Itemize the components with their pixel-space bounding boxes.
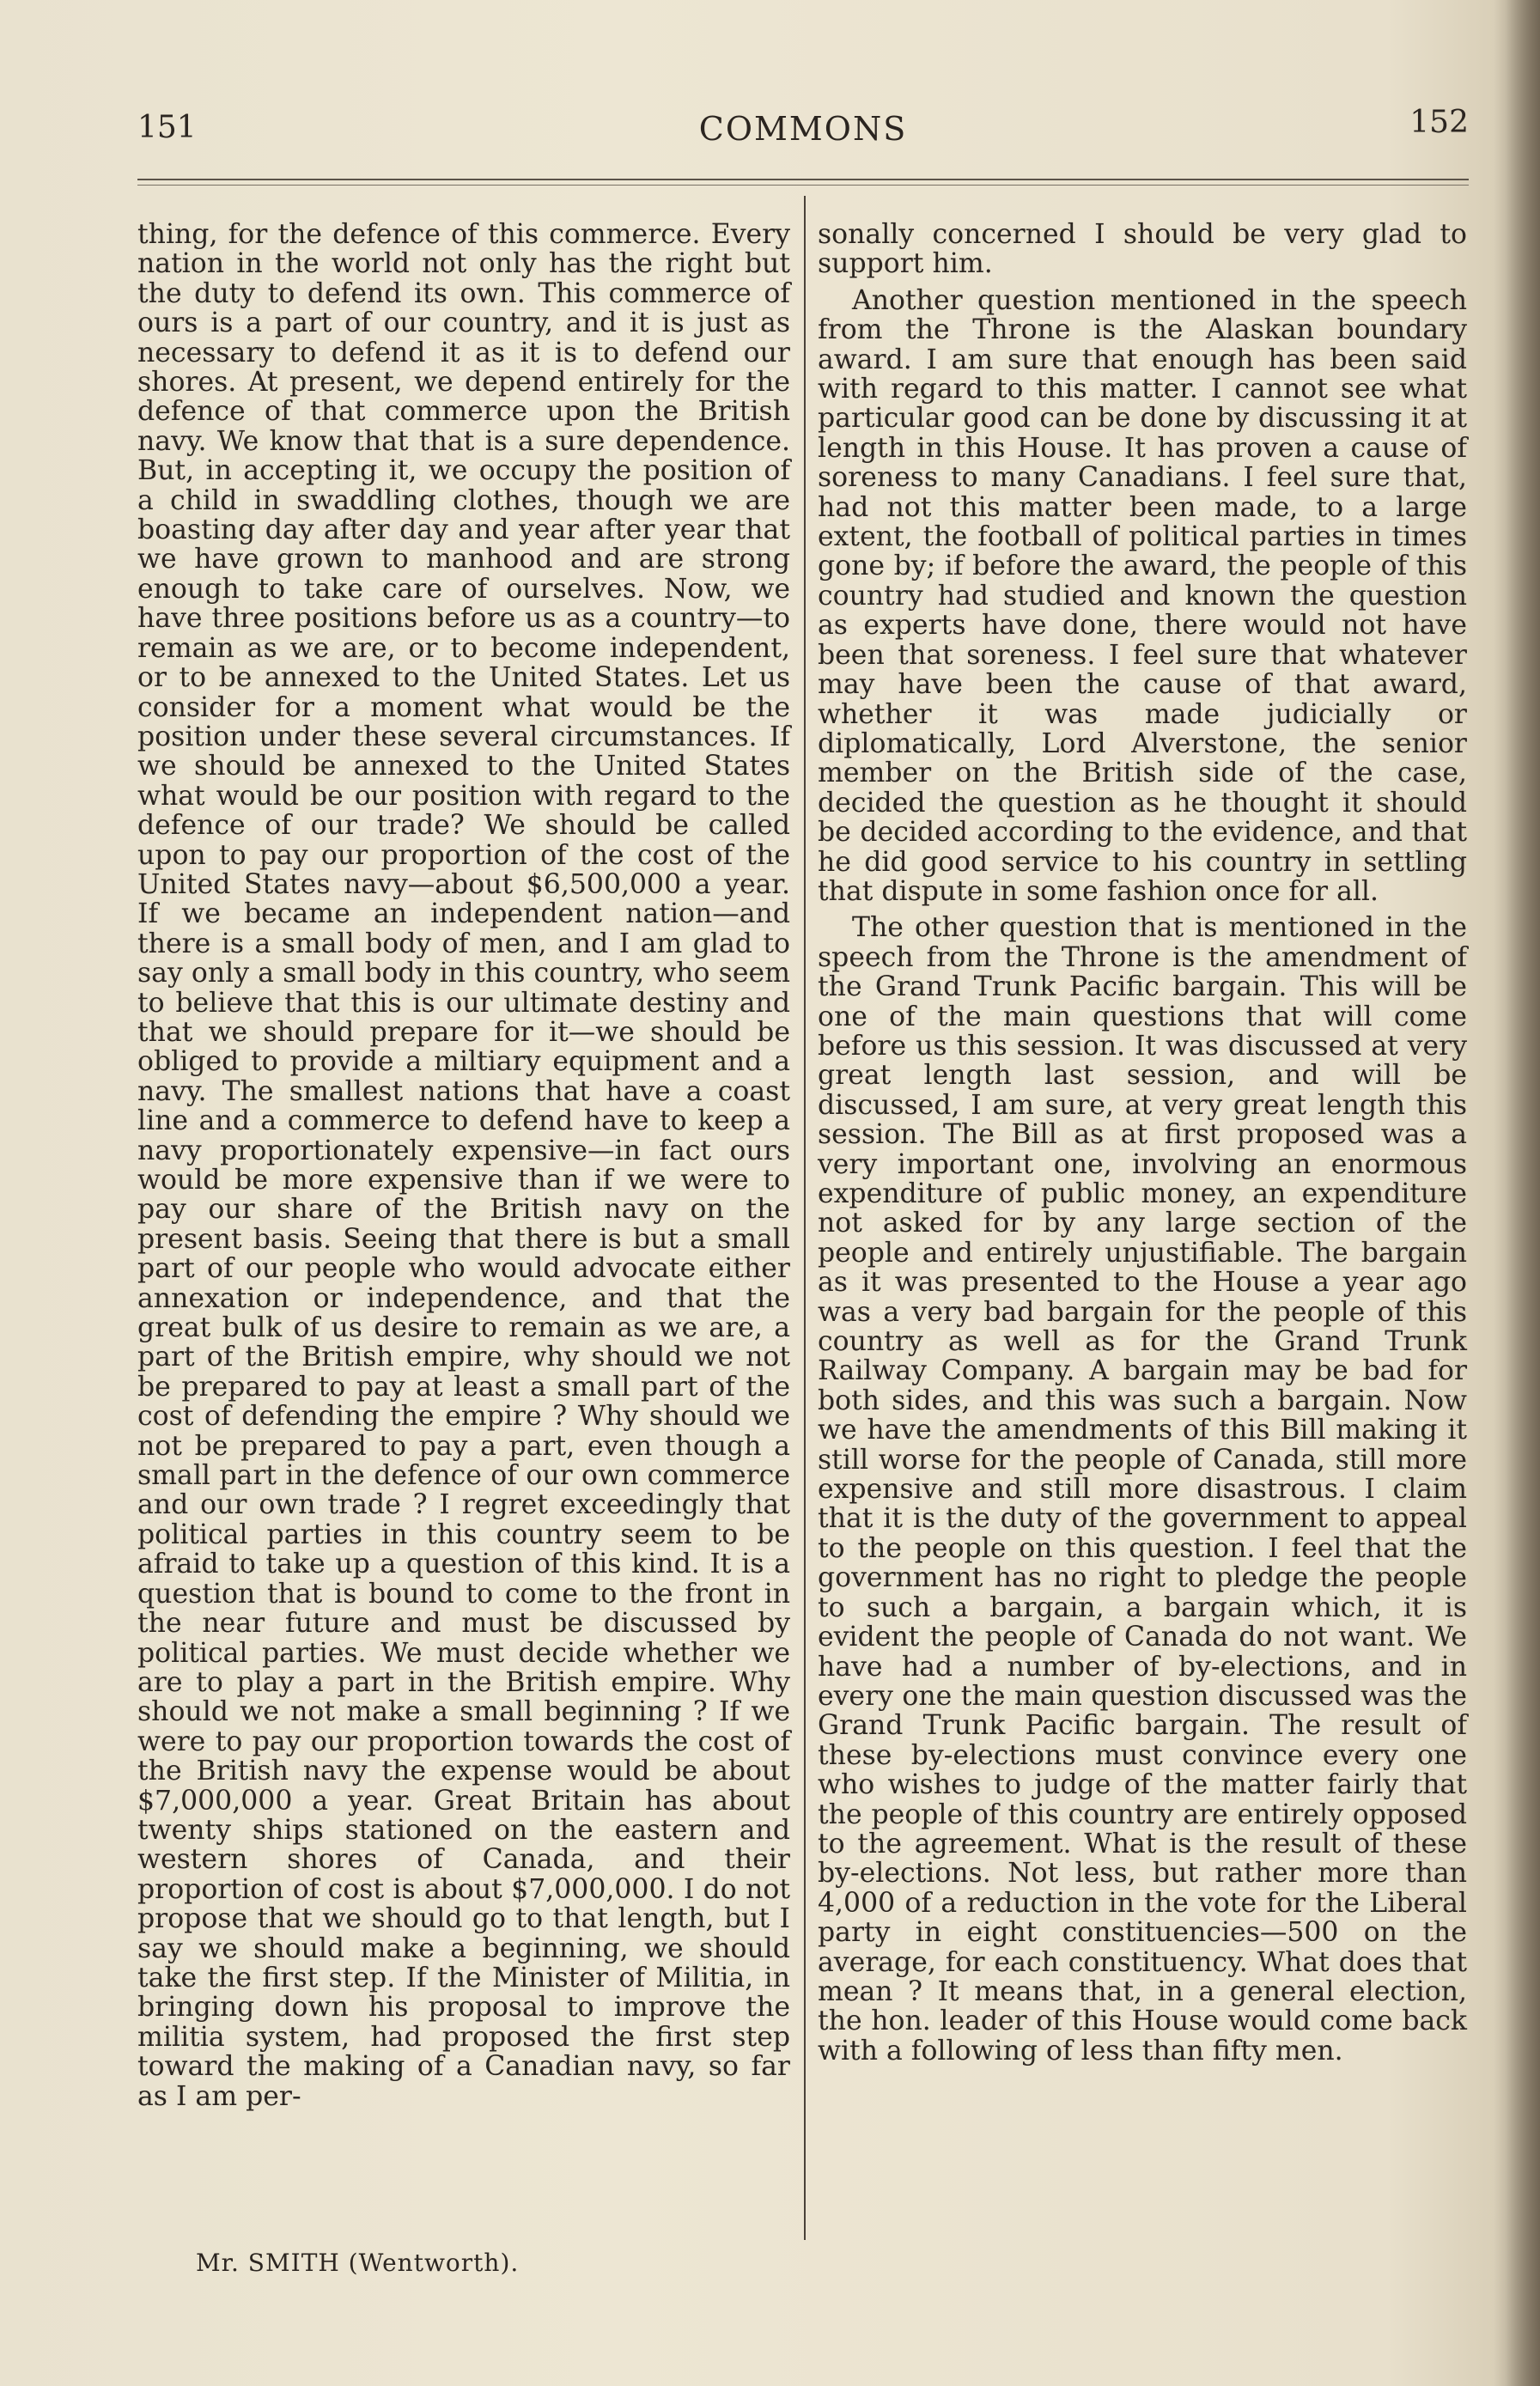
page-header bbox=[137, 105, 1469, 161]
speaker-footer: Mr. SMITH (Wentworth). bbox=[196, 2249, 520, 2277]
header-rule bbox=[137, 179, 1469, 180]
paragraph: thing, for the defence of this commerce. Every nation in the world not only has the right but the duty to defend its own. This commerce of ours is a part of our country, and it is just as necessary to defend it as it is to defend our shores. At present, we depend entirely for the defence of that commerce upon the British navy. We know that that is a sure dependence. But, in accepting it, we occupy the position of a child in swaddling clothes, though we are boasting day after day and year after year that we have grown to manhood and are strong enough to take care of ourselves. Now, we have three positions before us as a country—to remain as we are, or to become independent, or to be annexed to the United States. Let us consider for a moment what would be the position under these several circumstances. If we should be annexed to the United States what would be our position with regard to the defence of our trade? We should be called upon to pay our proportion of the cost of the United States navy—about $6,500,000 a year. If we became an independent nation—and there is a small body of men, and I am glad to say only a small body in this country, who seem to believe that this is our ultimate destiny and that we should prepare for it—we should be obliged to provide a miltiary equipment and a navy. The smallest nations that have a coast line and a commerce to defend have to keep a navy proportionately expensive—in fact ours would be more expensive than if we were to pay our share of the British navy on the present basis. Seeing that there is but a small part of our people who would advocate either annexation or independence, and that the great bulk of us desire to remain as we are, a part of the British empire, why should we not be prepared to pay at least a small part of the cost of defending the empire ? Why should we not be prepared to pay a part, even though a small part in the defence of our own commerce and our own trade ? I regret exceedingly that political parties in this country seem to be afraid to take up a question of this kind. It is a question that is bound to come to the front in the near future and must be discussed by political parties. We must decide whether we are to play a part in the British empire. Why should we not make a small beginning ? If we were to pay our proportion towards the cost of the British navy the expense would be about $7,000,000 a year. Great Britain has about twenty ships stationed on the eastern and western shores of Canada, and their proportion of cost is about $7,000,000. I do not propose that we should go to that length, but I say we should make a beginning, we should take the first step. If the Minister of Militia, in bringing down his proposal to improve the militia system, had proposed the first step toward the making of a Canadian navy, so far as I am per- bbox=[137, 219, 790, 2112]
page-number-right: 152 bbox=[1409, 105, 1469, 140]
running-title: COMMONS bbox=[698, 110, 908, 148]
paragraph: sonally concerned I should be very glad to support him. bbox=[818, 219, 1467, 280]
page-number-left: 151 bbox=[137, 110, 197, 145]
paragraph: The other question that is mentioned in the speech from the Throne is the amendment of the Grand Trunk Pacific bargain. This will be one of the main questions that will come before us this session. It was discussed at very great length last session, and will be discussed, I am sure, at very great length this session. The Bill as at first proposed was a very important one, involving an enormous expenditure of public money, an expenditure not asked for by any large section of the people and entirely unjustifiable. The bargain as it was presented to the House a year ago was a very bad bargain for the people of this country as well as for the Grand Trunk Railway Company. A bargain may be bad for both sides, and this was such a bargain. Now we have the amendments of this Bill making it still worse for the people of Canada, still more expensive and still more disastrous. I claim that it is the duty of the government to appeal to the people on this question. I feel that the government has no right to pledge the people to such a bargain, a bargain which, it is evident the people of Canada do not want. We have had a number of by-elections, and in every one the main question discussed was the Grand Trunk Pacific bargain. The result of these by-elections must convince every one who wishes to judge of the matter fairly that the people of this country are entirely opposed to the agreement. What is the result of these by-elections. Not less, but rather more than 4,000 of a reduction in the vote for the Liberal party in eight constituencies—500 on the average, for each constituency. What does that mean ? It means that, in a general election, the hon. leader of this House would come back with a following of less than fifty men. bbox=[818, 912, 1467, 2066]
right-column bbox=[818, 220, 1467, 2066]
left-column bbox=[137, 220, 790, 2111]
column-divider bbox=[804, 196, 806, 2240]
paragraph: Another question mentioned in the speech from the Throne is the Alaskan boundary award. I am sure that enough has been said with regard to this matter. I cannot see what particular good can be done by discussing it at length in this House. It has proven a cause of soreness to many Canadians. I feel sure that, had not this matter been made, to a large extent, the football of political parties in times gone by; if before the award, the people of this country had studied and known the question as experts have done, there would not have been that soreness. I feel sure that whatever may have been the cause of that award, whether it was made judicially or diplomatically, Lord Alverstone, the senior member on the British side of the case, decided the question as he thought it should be decided according to the evidence, and that he did good service to his country in settling that dispute in some fashion once for all. bbox=[818, 284, 1467, 907]
book-spine-shadow bbox=[1506, 0, 1540, 2386]
header-rule-thin bbox=[137, 185, 1469, 186]
